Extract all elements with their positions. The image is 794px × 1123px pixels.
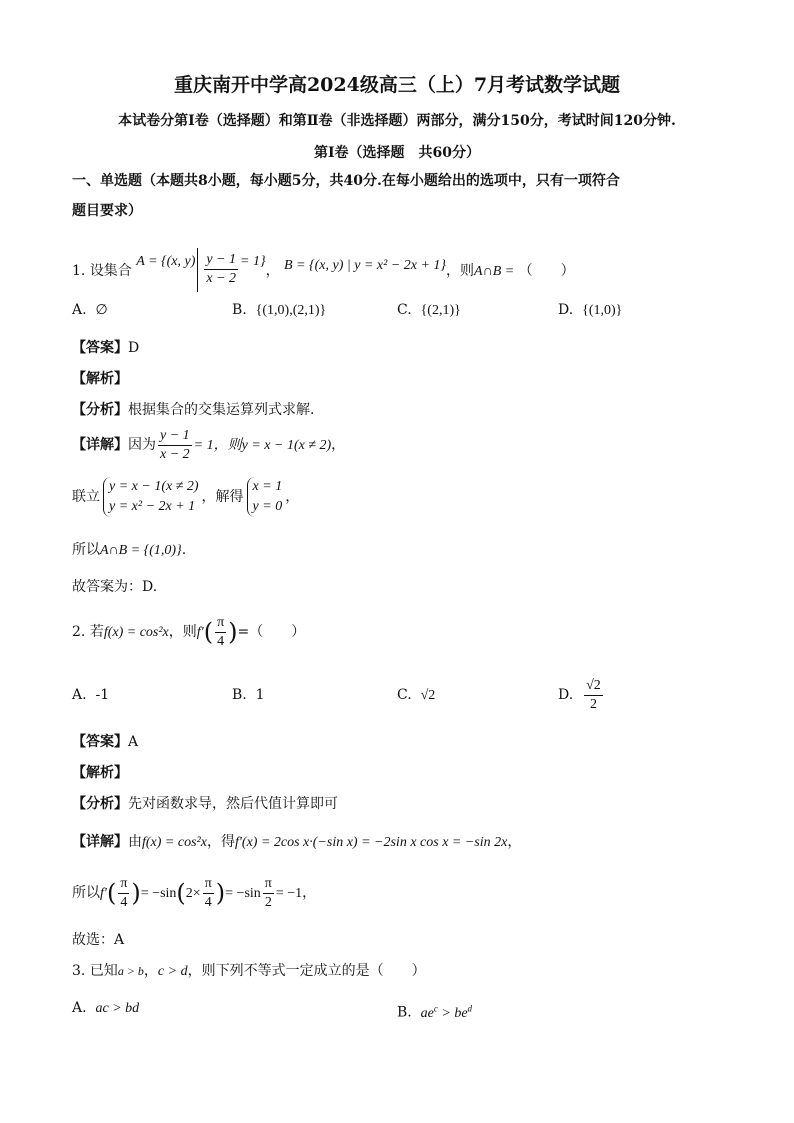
set-a-lhs: A = {(x, y) (136, 254, 196, 269)
equation-system (103, 477, 199, 517)
option-d (558, 300, 622, 321)
option-value: √2 (420, 688, 436, 703)
answer-value: A (128, 734, 139, 750)
part-heading: 第Ⅰ卷（选择题 共60分） (313, 145, 481, 161)
detail-text: ，得 (206, 834, 235, 850)
option-value (420, 1003, 473, 1021)
option-value: {(1,0)} (582, 303, 623, 318)
equals: = (237, 624, 250, 640)
fraction-denominator: 2 (264, 894, 272, 910)
question-3 (72, 961, 426, 982)
function-expr: f(x) = cos²x (103, 625, 169, 640)
expr-part: ae (420, 1005, 434, 1021)
option-label: B. (397, 1004, 412, 1021)
paren: ) (131, 879, 141, 907)
equals-expr: = −sin (140, 886, 177, 901)
set-b: B = {(x, y) | y = x² − 2x + 1} (284, 258, 447, 273)
fraction-numerator: √2 (584, 677, 603, 696)
function-expr: f(x) = cos²x (142, 835, 207, 850)
fraction-numerator: π (263, 875, 274, 894)
option-label: C. (397, 687, 412, 703)
option-value: ∅ (95, 303, 108, 318)
equation: y = 0 (252, 499, 283, 514)
evaluation-line (72, 870, 316, 917)
option-label: A. (72, 302, 87, 318)
section-heading-line2: 题目要求） (72, 203, 142, 219)
fraction-numerator: π (118, 875, 129, 894)
fraction-denominator: 4 (217, 633, 225, 649)
answer-value: D (128, 340, 140, 356)
question-text: ，则 (168, 624, 197, 640)
option-label: D. (558, 687, 574, 703)
option-value: 1 (255, 687, 265, 703)
detail-text: 所以 (72, 885, 100, 901)
question-text: 已知 (89, 963, 118, 979)
equals-expr: = −1 (275, 886, 303, 901)
paren: ( (106, 879, 117, 907)
punct: ， (143, 963, 158, 979)
answer-blank: （ ） (518, 263, 575, 279)
detail-fraction (158, 427, 192, 464)
paren: ) (215, 879, 226, 907)
fraction-denominator: 4 (120, 894, 128, 910)
detail-text: 联立 (72, 489, 100, 505)
equation: y = x² − 2x + 1 (109, 499, 196, 514)
detail-line (72, 425, 345, 466)
exponent: d (467, 1003, 473, 1013)
fraction-denominator: x − 2 (160, 446, 190, 462)
detail-tag: 【详解】 (72, 834, 128, 850)
pi-over-4 (215, 614, 226, 651)
fraction-numerator: π (215, 614, 226, 633)
question-number: 1. (72, 263, 86, 279)
analysis-tag: 【分析】 (72, 402, 128, 418)
question-number: 3. (72, 963, 86, 979)
jiexi-line (72, 763, 128, 783)
option-value: -1 (95, 687, 110, 703)
question-text: 若 (89, 624, 104, 640)
analysis-tag: 【分析】 (72, 796, 128, 812)
paren: ( (176, 879, 186, 907)
pi-over-4 (118, 875, 129, 912)
pi-over-4 (203, 875, 214, 912)
option-label: C. (397, 302, 412, 318)
fraction-numerator: y − 1 (204, 251, 238, 270)
detail-text: ，解得 (201, 489, 244, 505)
answer-tag: 【答案】 (72, 734, 128, 750)
option-b (397, 998, 472, 1024)
option-value: {(1,0),(2,1)} (255, 303, 327, 318)
section-heading-line1: 一、单选题（本题共8小题，每小题5分，共40分.在每小题给出的选项中，只有一项符合 (72, 173, 620, 189)
punct: ， (285, 489, 300, 505)
punct: ， (302, 885, 317, 901)
fraction-numerator: y − 1 (158, 427, 192, 446)
paren: ) (228, 618, 238, 646)
detail-text: 由 (128, 834, 142, 850)
analysis-text: 根据集合的交集运算列式求解. (128, 402, 315, 418)
question-number: 2. (72, 624, 86, 640)
intersection-expr: A∩B = (474, 264, 515, 279)
factor: 2× (185, 886, 201, 901)
option-c (397, 685, 435, 706)
conclusion-expr: A∩B = {(1,0)} (100, 543, 182, 558)
set-a-rhs: = 1} (240, 254, 266, 269)
option-b (232, 685, 265, 705)
detail-expr: y = x − 1(x ≠ 2) (241, 438, 332, 453)
detail-line (72, 832, 521, 853)
final-answer: 故答案为：D. (72, 579, 158, 595)
equals-expr: = −sin (225, 886, 261, 901)
option-label: D. (558, 302, 574, 318)
option-a (72, 685, 109, 705)
punct: ， (507, 834, 522, 850)
answer-line (72, 732, 138, 752)
conclusion-line (72, 540, 186, 561)
option-b (232, 300, 326, 321)
answer-line (72, 338, 139, 358)
detail-tag: 【详解】 (72, 437, 128, 453)
option-label: B. (232, 302, 247, 318)
equation: y = x − 1(x ≠ 2) (109, 479, 199, 494)
analysis-line (72, 794, 338, 814)
exam-intro: 本试卷分第Ⅰ卷（选择题）和第Ⅱ卷（非选择题）两部分，满分150分，考试时间120分钟. (118, 113, 676, 129)
set-a-fraction (197, 248, 240, 292)
paren: ( (203, 618, 214, 646)
option-value: {(2,1)} (420, 303, 461, 318)
page-title: 重庆南开中学高2024级高三（上）7月考试数学试题 (173, 74, 621, 96)
question-text: ，则 (446, 263, 475, 279)
jiexi-line (72, 369, 128, 389)
option-value: ac > bd (95, 1001, 140, 1016)
comma: ， (265, 263, 280, 279)
jiexi-tag: 【解析】 (72, 371, 128, 387)
fraction-denominator: x − 2 (206, 271, 237, 287)
sqrt2-over-2 (584, 677, 603, 714)
condition-expr: a > b (117, 964, 144, 978)
derivative-symbol: f′ (100, 886, 107, 901)
question-text: ，则下列不等式一定成立的是（ ） (187, 963, 426, 979)
answer-tag: 【答案】 (72, 340, 128, 356)
condition-expr: c > d (157, 964, 188, 979)
option-label: A. (72, 1000, 87, 1016)
pi-over-2 (263, 875, 274, 912)
punct: . (181, 542, 187, 558)
option-a (72, 998, 139, 1019)
option-label: A. (72, 687, 87, 703)
detail-text: 所以 (72, 542, 100, 558)
question-text: 设集合 (89, 263, 132, 279)
solution-system (247, 477, 283, 517)
final-answer: 故选：A (72, 932, 125, 948)
detail-text: = 1，则 (193, 438, 242, 453)
question-2 (72, 612, 305, 653)
exponent: c (433, 1003, 438, 1013)
punct: ， (331, 437, 346, 453)
option-d (558, 672, 605, 718)
derivative-symbol: f′ (196, 625, 204, 640)
option-c (397, 300, 461, 321)
expr-part: > be (437, 1005, 468, 1021)
fraction-denominator: 4 (204, 894, 212, 910)
fraction-denominator: 2 (589, 696, 597, 712)
option-a (72, 300, 108, 321)
option-label: B. (232, 687, 247, 703)
jiexi-tag: 【解析】 (72, 765, 128, 781)
system-line (72, 474, 299, 520)
equation: x = 1 (252, 479, 283, 494)
question-1 (72, 240, 575, 294)
derivative-expr: f′(x) = 2cos x·(−sin x) = −2sin x cos x = −sin 2x (234, 835, 508, 850)
analysis-text: 先对函数求导，然后代值计算即可 (128, 796, 338, 812)
analysis-line (72, 400, 314, 420)
answer-blank: （ ） (249, 624, 306, 640)
detail-text: 因为 (128, 437, 156, 453)
fraction-numerator: π (203, 875, 214, 894)
